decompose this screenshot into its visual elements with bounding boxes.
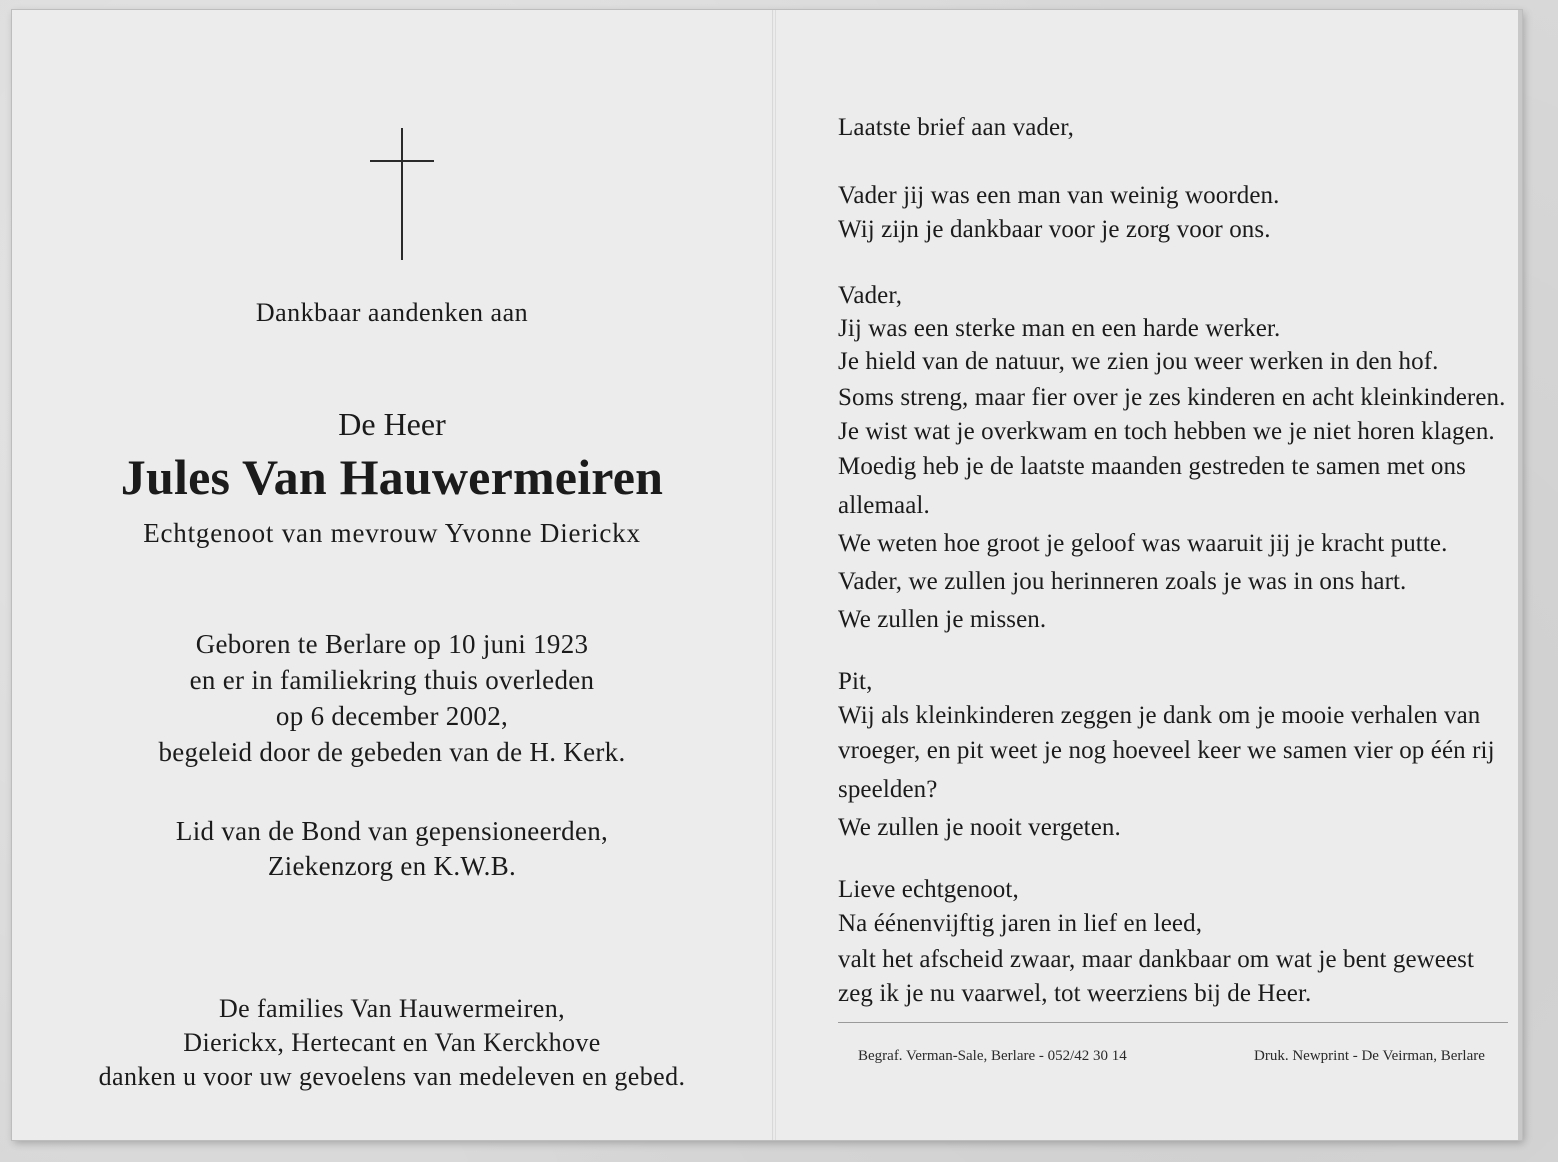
- funeral-director-credit: Begraf. Verman-Sale, Berlare - 052/42 30 14: [858, 1048, 1127, 1064]
- poem-line: We weten hoe groot je geloof was waaruit jij je kracht putte.: [838, 530, 1448, 557]
- membership-block: [12, 814, 772, 884]
- poem-line: Lieve echtgenoot,: [838, 876, 1019, 903]
- bio-line: Geboren te Berlare op 10 juni 1923: [195, 629, 589, 659]
- poem-line: Pit,: [838, 668, 873, 695]
- poem-line: vroeger, en pit weet je nog hoeveel keer we samen vier op één rij: [838, 737, 1495, 764]
- bio-block: [12, 626, 772, 770]
- membership-line: Ziekenzorg en K.W.B.: [267, 851, 517, 881]
- poem-line: Jij was een sterke man en een harde werker.: [838, 315, 1281, 342]
- poem-line: Soms streng, maar fier over je zes kinderen en acht kleinkinderen.: [838, 384, 1506, 411]
- poem-line: Je hield van de natuur, we zien jou weer werken in den hof.: [838, 348, 1439, 375]
- memorial-card: [12, 10, 1522, 1140]
- family-line: De families Van Hauwermeiren,: [218, 994, 566, 1023]
- card-fold: [772, 10, 776, 1140]
- deceased-name: Jules Van Hauwermeiren: [120, 449, 664, 505]
- card-edge: [1518, 10, 1522, 1140]
- poem-line: Vader jij was een man van weinig woorden.: [838, 182, 1280, 209]
- bio-line: begeleid door de gebeden van de H. Kerk.: [158, 737, 626, 767]
- family-line: danken u voor uw gevoelens van medeleven en gebed.: [98, 1062, 686, 1091]
- poem-line: Wij zijn je dankbaar voor je zorg voor ons.: [838, 216, 1271, 243]
- poem-line: We zullen je nooit vergeten.: [838, 814, 1121, 841]
- poem-line: Vader, we zullen jou herinneren zoals je was in ons hart.: [838, 568, 1407, 595]
- cross-icon: [367, 128, 437, 268]
- membership-line: Lid van de Bond van gepensioneerden,: [175, 816, 609, 846]
- footer-divider: [838, 1022, 1508, 1023]
- family-line: Dierickx, Hertecant en Van Kerckhove: [183, 1028, 601, 1057]
- bio-line: op 6 december 2002,: [275, 701, 509, 731]
- poem-line: Wij als kleinkinderen zeggen je dank om je mooie verhalen van: [838, 702, 1481, 729]
- poem-line: Na éénenvijftig jaren in lief en leed,: [838, 910, 1203, 937]
- poem-title: Laatste brief aan vader,: [838, 114, 1074, 141]
- spouse-line: Echtgenoot van mevrouw Yvonne Dierickx: [143, 518, 641, 548]
- poem-line: valt het afscheid zwaar, maar dankbaar om wat je bent geweest: [838, 946, 1475, 973]
- family-thanks: [12, 992, 772, 1094]
- bio-line: en er in familiekring thuis overleden: [189, 665, 595, 695]
- poem-line: We zullen je missen.: [838, 606, 1047, 633]
- poem-line: speelden?: [838, 776, 938, 803]
- left-panel: [12, 10, 772, 1140]
- poem-line: zeg ik je nu vaarwel, tot weerziens bij de Heer.: [838, 980, 1312, 1007]
- poem-line: allemaal.: [838, 492, 930, 519]
- right-panel: [838, 10, 1518, 1140]
- poem-line: Vader,: [838, 282, 903, 309]
- honorific: De Heer: [338, 406, 446, 442]
- printer-credit: Druk. Newprint - De Veirman, Berlare: [1254, 1048, 1485, 1064]
- poem-line: Je wist wat je overkwam en toch hebben we je niet horen klagen.: [838, 418, 1495, 445]
- dedication: Dankbaar aandenken aan: [255, 298, 529, 327]
- poem-line: Moedig heb je de laatste maanden gestreden te samen met ons: [838, 453, 1466, 480]
